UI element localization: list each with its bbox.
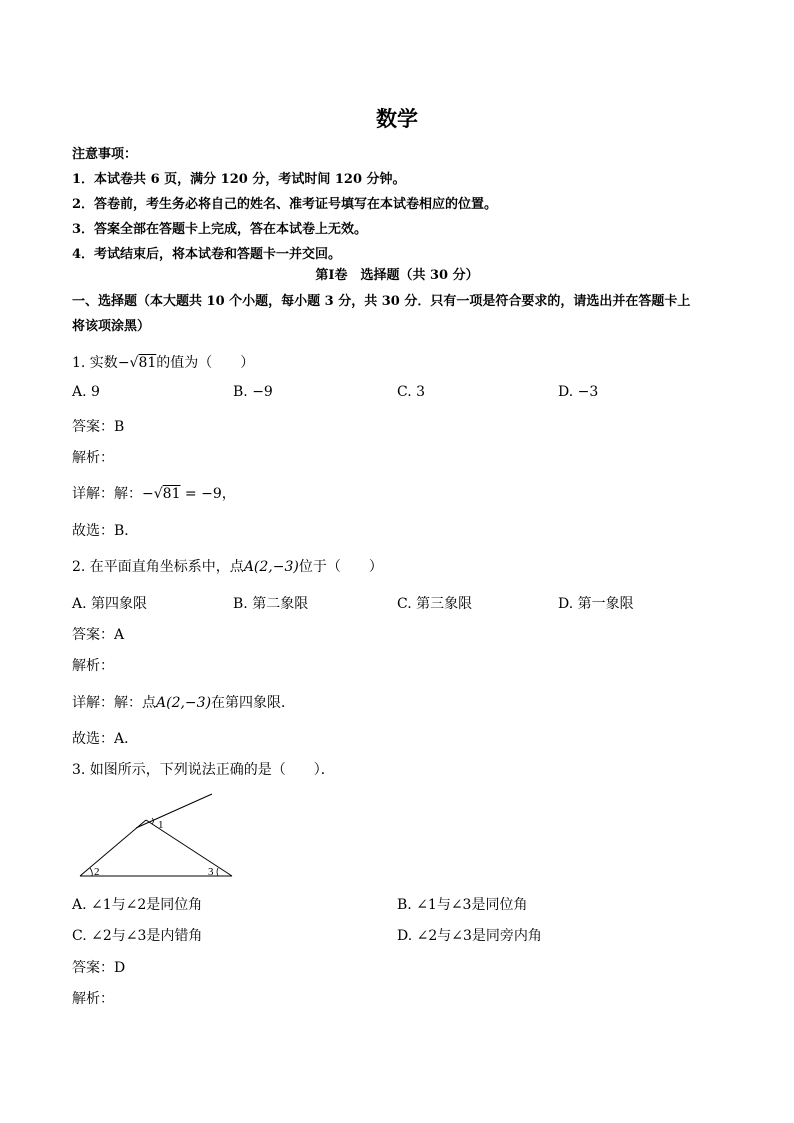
question-2-analysis: 解析： <box>72 658 114 674</box>
angle-2-label: 2 <box>94 866 100 878</box>
question-1-option-a: A. 9 <box>72 384 100 400</box>
question-3-stem: 3. 如图所示，下列说法正确的是（ ）． <box>72 762 335 778</box>
question-1-stem <box>72 352 254 372</box>
notice-heading: 注意事项： <box>72 147 138 162</box>
question-2-point: A(2,−3) <box>243 559 299 575</box>
question-3-figure <box>78 788 238 882</box>
question-1-detail-suffix: = −9， <box>180 486 236 502</box>
question-1-suffix: 的值为（ ） <box>156 355 255 371</box>
question-2-prefix: 2. 在平面直角坐标系中，点 <box>72 559 244 575</box>
question-3-option-a: A. ∠1与∠2是同位角 <box>72 897 203 913</box>
question-2-detail-prefix: 详解：解：点 <box>72 695 156 711</box>
question-1-detail-radicand: 81 <box>162 486 181 502</box>
question-1-option-c: C. 3 <box>397 384 426 400</box>
question-1-analysis: 解析： <box>72 450 114 466</box>
question-3-analysis: 解析： <box>72 991 114 1007</box>
question-1-minus: − <box>117 355 130 371</box>
question-2-stem <box>72 556 383 576</box>
angle-2-arc <box>90 868 92 876</box>
page-title: 数学 <box>376 106 418 131</box>
sqrt-icon: √ <box>129 355 139 371</box>
notice-item: 1．本试卷共 6 页，满分 120 分，考试时间 120 分钟。 <box>72 172 406 187</box>
question-2-option-c: C. 第三象限 <box>397 596 473 612</box>
question-1-answer: 答案：B <box>72 419 125 435</box>
question-2-option-a: A. 第四象限 <box>72 596 148 612</box>
question-1-option-d: D. −3 <box>558 384 599 400</box>
question-2-conclusion: 故选：A． <box>72 731 139 747</box>
question-1-option-b: B. −9 <box>233 384 273 400</box>
question-2-detail <box>72 692 295 712</box>
question-1-detail-minus: − <box>142 486 154 502</box>
question-1-conclusion: 故选：B． <box>72 523 139 539</box>
question-3-option-c: C. ∠2与∠3是内错角 <box>72 928 203 944</box>
question-1-detail-prefix: 详解：解： <box>72 486 142 502</box>
question-2-answer: 答案：A <box>72 627 125 643</box>
question-2-detail-suffix: 在第四象限． <box>211 695 296 711</box>
angle-3-arc <box>217 868 218 876</box>
angle-3-label: 3 <box>208 866 214 878</box>
question-3-answer: 答案：D <box>72 960 126 976</box>
figure-left-line <box>80 820 146 876</box>
angle-1-label: 1 <box>158 819 164 831</box>
notice-item: 3．答案全部在答题卡上完成，答在本试卷上无效。 <box>72 222 368 237</box>
question-2-option-d: D. 第一象限 <box>558 596 634 612</box>
section-title: 第Ⅰ卷 选择题（共 30 分） <box>315 268 479 283</box>
notice-item: 2．答卷前，考生务必将自己的姓名、准考证号填写在本试卷相应的位置。 <box>72 197 498 212</box>
question-3-option-d: D. ∠2与∠3是同旁内角 <box>397 928 542 944</box>
figure-ray-line <box>136 794 212 828</box>
question-1-prefix: 1. 实数 <box>72 355 118 371</box>
question-1-radicand: 81 <box>138 355 157 371</box>
sqrt-icon: √ <box>153 486 163 502</box>
question-2-detail-point: A(2,−3) <box>156 695 212 711</box>
question-2-option-b: B. 第二象限 <box>233 596 309 612</box>
notice-item: 4．考试结束后，将本试卷和答题卡一并交回。 <box>72 247 342 262</box>
question-3-option-b: B. ∠1与∠3是同位角 <box>397 897 528 913</box>
question-1-detail <box>72 483 236 503</box>
section-instructions-cont: 将该项涂黑） <box>72 319 151 334</box>
section-instructions: 一、选择题（本大题共 10 个小题，每小题 3 分，共 30 分．只有一项是符合要求的，请选出并在答题卡上 <box>72 294 691 309</box>
question-2-suffix: 位于（ ） <box>298 559 383 575</box>
